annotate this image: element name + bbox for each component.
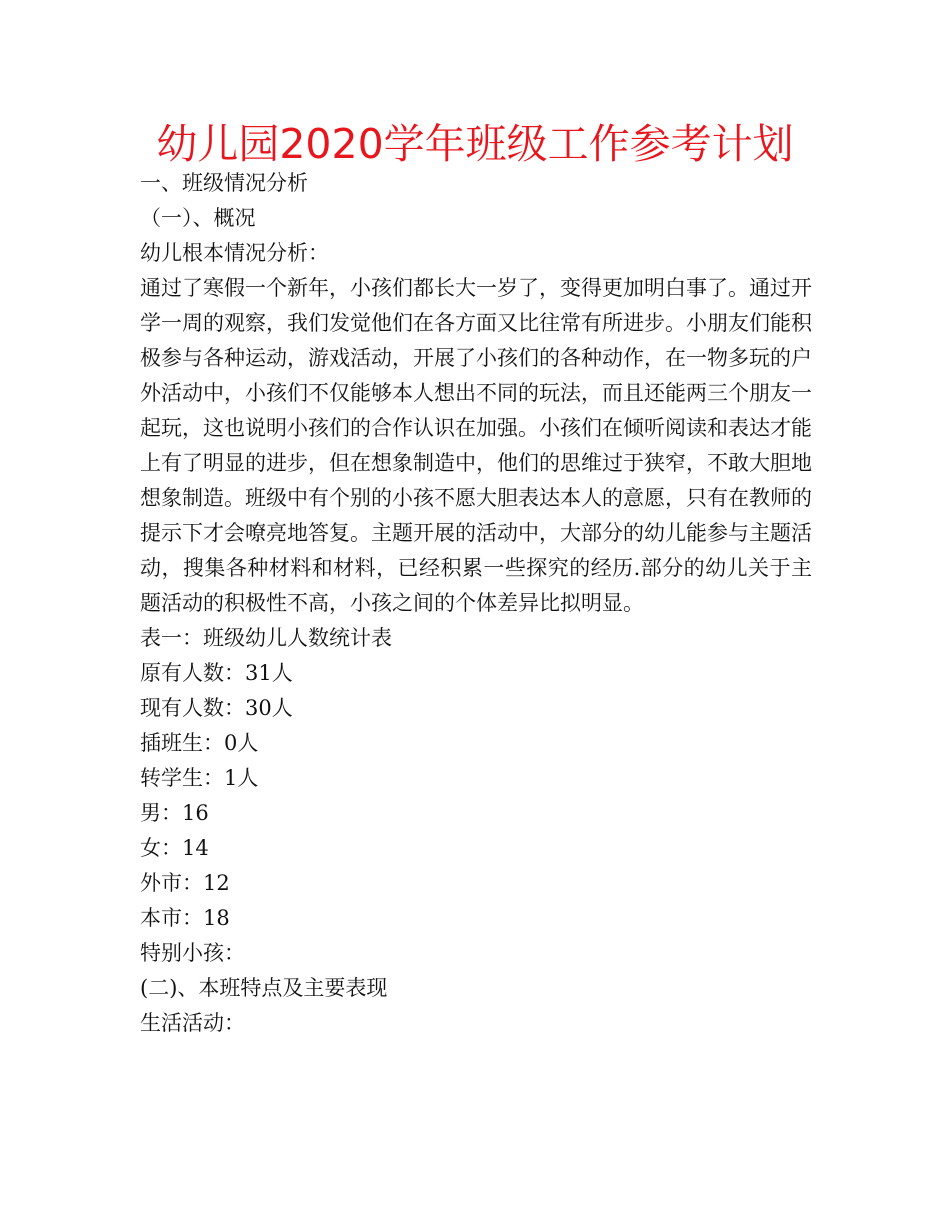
table-caption: 表一：班级幼儿人数统计表 xyxy=(140,626,392,650)
subsection-heading: (二)、本班特点及主要表现 xyxy=(140,976,388,1000)
stat-line: 外市：12 xyxy=(140,871,230,895)
stat-line: 女：14 xyxy=(140,836,209,860)
analysis-paragraph: 通过了寒假一个新年，小孩们都长大一岁了，变得更加明白事了。通过开学一周的观察，我们发觉他们在各方面又比往常有所进步。小朋友们能积极参与各种运动，游戏活动，开展了小孩们的各种动作，在一物多玩的户外活动中，小孩们不仅能够本人想出不同的玩法，而且还能两三个朋友一起玩，这也说明小孩们的合作认识在加强。小孩们在倾听阅读和表达才能上有了明显的进步，但在想象制造中，他们的思维过于狭窄，不敢大胆地想象制造。班级中有个别的小孩不愿大胆表达本人的意愿，只有在教师的提示下才会嘹亮地答复。主题开展的活动中，大部分的幼儿能参与主题活动，搜集各种材料和材料，已经积累一些探究的经历.部分的幼儿关于主题活动的积极性不高，小孩之间的个体差异比拟明显。 xyxy=(140,276,812,615)
analysis-label: 幼儿根本情况分析： xyxy=(140,241,329,265)
stat-line: 原有人数：31人 xyxy=(140,661,293,685)
stat-line: 插班生：0人 xyxy=(140,731,259,755)
subsection-heading: （一）、概况 xyxy=(140,206,256,230)
section-heading: 一、班级情况分析 xyxy=(140,171,308,195)
document-title: 幼儿园2020学年班级工作参考计划 xyxy=(156,120,794,168)
stat-line: 现有人数：30人 xyxy=(140,696,293,720)
document-body xyxy=(140,166,812,1041)
stat-line: 男：16 xyxy=(140,801,209,825)
stat-line: 本市：18 xyxy=(140,906,230,930)
life-activities-label: 生活活动： xyxy=(140,1011,245,1035)
stat-line: 转学生：1人 xyxy=(140,766,259,790)
stat-line: 特别小孩： xyxy=(140,941,245,965)
